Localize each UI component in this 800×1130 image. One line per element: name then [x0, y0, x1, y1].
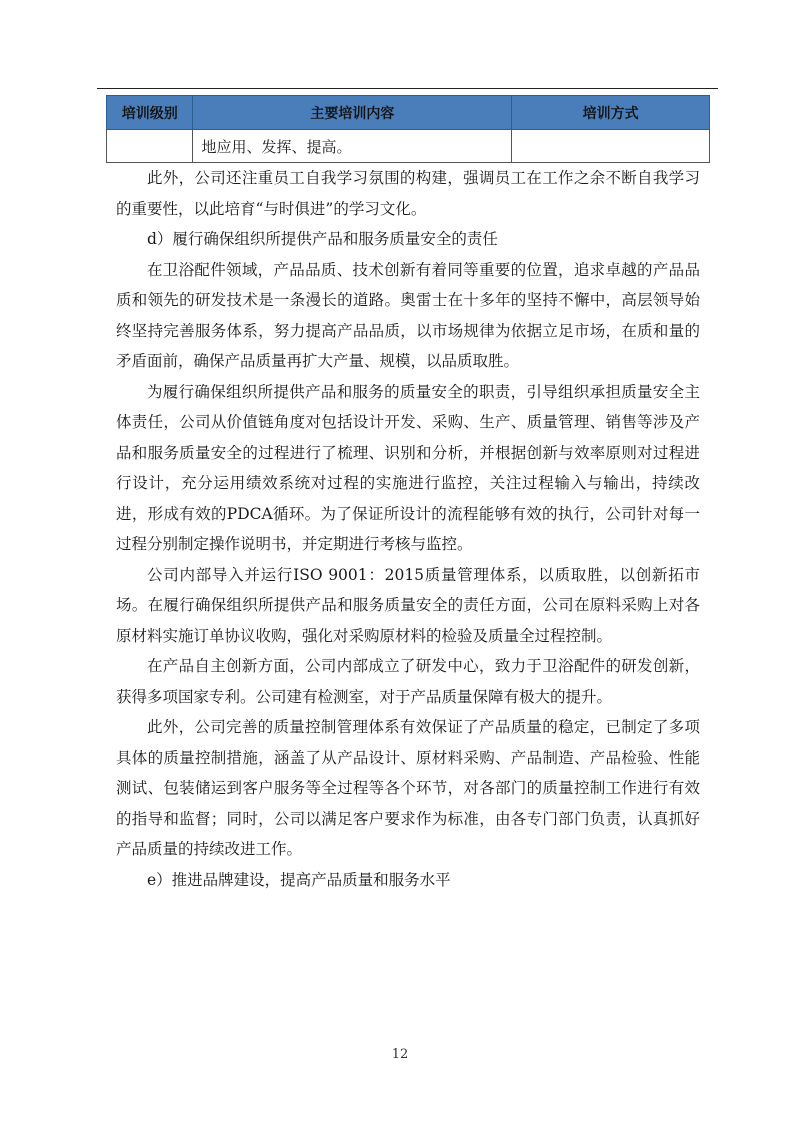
paragraph-quality-control: 此外，公司完善的质量控制管理体系有效保证了产品质量的稳定，已制定了多项具体的质量控制措施，涵盖了从产品设计、原材料采购、产品制造、产品检验、性能测试、包装储运到客户服务等全过程等各个环节，对各部门的质量控制工作进行有效的指导和监督；同时，公司以满足客户要求作为标准，由各专门部门负责，认真抓好产品质量的持续改进工作。: [116, 718, 700, 858]
page-number: 12: [391, 1047, 409, 1062]
paragraph-product-quality: 在卫浴配件领域，产品品质、技术创新有着同等重要的位置，追求卓越的产品品质和领先的研发技术是一条漫长的道路。奥雷士在十多年的坚持不懈中，高层领导始终坚持完善服务体系，努力提高产品品质，以市场规律为依据立足市场，在质和量的矛盾面前，确保产品质量再扩大产量、规模，以品质取胜。: [116, 260, 700, 370]
table-row: [107, 130, 710, 163]
paragraph-quality-responsibility: 为履行确保组织所提供产品和服务的质量安全的职责，引导组织承担质量安全主体责任，公司从价值链角度对包括设计开发、采购、生产、质量管理、销售等涉及产品和服务质量安全的过程进行了梳理、识别和分析，并根据创新与效率原则对过程进行设计，充分运用绩效系统对过程的实施进行监控，关注过程输入与输出，持续改进，形成有效的PDCA循环。为了保证所设计的流程能够有效的执行，公司针对每一过程分别制定操作说明书，并定期进行考核与监控。: [116, 382, 700, 553]
paragraph-innovation: 在产品自主创新方面，公司内部成立了研发中心，致力于卫浴配件的研发创新，获得多项国家专利。公司建有检测室，对于产品质量保障有极大的提升。: [116, 657, 700, 706]
header-rule: [97, 88, 718, 89]
training-table: [106, 95, 710, 163]
body-text: [116, 163, 700, 895]
section-heading-d: d）履行确保组织所提供产品和服务质量安全的责任: [147, 230, 498, 248]
header-training-content: 主要培训内容: [193, 96, 512, 130]
paragraph-learning-culture: 此外，公司还注重员工自我学习氛围的构建，强调员工在工作之余不断自我学习的重要性，以此培育“与时俱进”的学习文化。: [116, 169, 700, 218]
header-training-level: 培训级别: [107, 96, 193, 130]
header-training-method: 培训方式: [512, 96, 710, 130]
table-header-row: [107, 96, 710, 130]
cell-training-content: 地应用、发挥、提高。: [193, 130, 512, 163]
cell-training-level: [107, 130, 193, 163]
section-heading-e: e）推进品牌建设，提高产品质量和服务水平: [147, 870, 451, 889]
paragraph-iso-system: 公司内部导入并运行ISO 9001：2015质量管理体系，以质取胜，以创新拓市场。在履行确保组织所提供产品和服务质量安全的责任方面，公司在原料采购上对各原材料实施订单协议收购，强化对采购原材料的检验及质量全过程控制。: [116, 565, 700, 645]
cell-training-method: [512, 130, 710, 163]
